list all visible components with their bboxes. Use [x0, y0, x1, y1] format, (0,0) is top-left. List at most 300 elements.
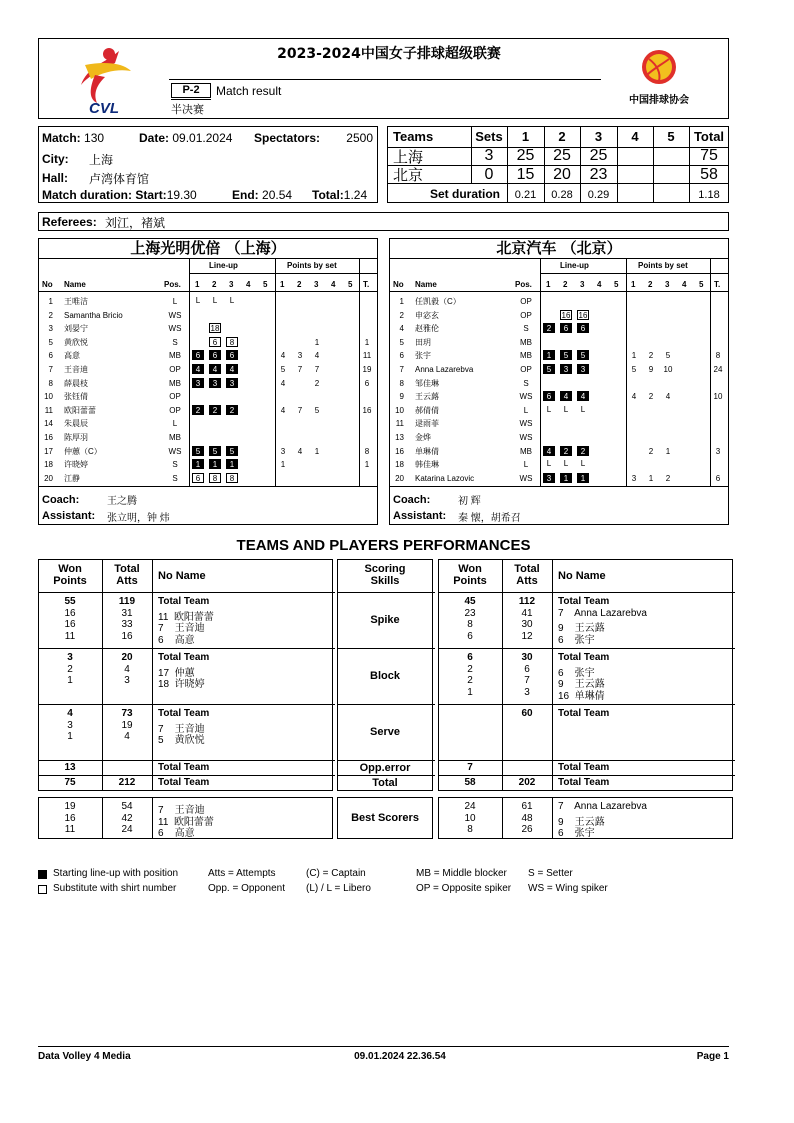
won-points: 2 [467, 663, 473, 675]
lineup-box: 3 [226, 378, 238, 388]
set-points: 1 [280, 460, 286, 470]
won-points: 45 [464, 596, 476, 607]
skill-name: Serve [370, 726, 400, 738]
lineup-set-header: 4 [597, 280, 602, 289]
score-head-set3: 3 [594, 129, 603, 144]
legend-opp: Opp. = Opponent [208, 883, 286, 894]
player-row [39, 295, 377, 308]
start-value: 19.30 [166, 188, 197, 202]
player-row [39, 309, 377, 322]
set-points: 5 [314, 405, 320, 415]
best-atts: 54 [121, 801, 133, 812]
left-perf-table [38, 559, 333, 791]
lineup-set-header: 2 [563, 280, 568, 289]
player-name: 赵雅伦 [415, 324, 439, 334]
player-total-points: 1 [364, 460, 370, 470]
total-atts: 7 [524, 675, 530, 686]
legend-captain: (C) = Captain [306, 868, 366, 879]
total-atts: 30 [521, 619, 533, 630]
lineup-box: 1 [543, 350, 555, 360]
legend-substitute: Substitute with shirt number [53, 883, 177, 894]
won-points: 3 [67, 719, 73, 731]
coach-name: 王之腾 [107, 496, 137, 507]
player-position: MB [520, 446, 532, 456]
won-points: 4 [67, 708, 73, 719]
player-row [39, 349, 377, 362]
player-row [390, 295, 728, 308]
no-name-header: No Name [158, 570, 206, 582]
lineup-header: Line-up [209, 261, 238, 270]
left-best-table [38, 797, 333, 839]
lineup-box: L [580, 404, 586, 414]
won-points: 6 [467, 630, 473, 642]
player-row [39, 472, 377, 485]
player-entry: 7 王音迪 [158, 723, 205, 735]
total-atts: 30 [521, 652, 533, 663]
player-position: MB [520, 351, 532, 361]
score-head-set5: 5 [667, 129, 675, 144]
set-points: 4 [665, 392, 671, 402]
substitute-square-icon [38, 885, 47, 894]
scoring-skills-header: Scoring Skills [364, 563, 406, 587]
legend-libero: (L) / L = Libero [306, 883, 371, 894]
duration-label: Match duration: [42, 188, 132, 202]
footer-center: 09.01.2024 22.36.54 [354, 1051, 446, 1062]
player-number: 2 [399, 310, 404, 320]
opp-error-label: Opp.error [359, 762, 411, 774]
best-atts: 42 [121, 812, 133, 824]
player-number: 8 [48, 378, 53, 388]
lineup-box: L [546, 459, 552, 469]
lineup-box: 8 [226, 473, 238, 483]
best-won: 24 [464, 801, 476, 812]
set-points: 2 [314, 378, 320, 388]
best-atts: 26 [521, 824, 533, 835]
lineup-box: 3 [192, 378, 204, 388]
total-atts: 31 [121, 607, 133, 619]
player-name: 张钰倩 [64, 392, 88, 402]
lineup-box: L [563, 459, 569, 469]
player-number: 8 [399, 378, 404, 388]
best-player: 7 Anna Lazarebva [558, 801, 647, 812]
team2-total: 58 [700, 166, 718, 183]
total-atts: 4 [124, 731, 130, 742]
lineup-box: 4 [209, 364, 221, 374]
lineup-set-header: 2 [212, 280, 217, 289]
lineup-box: 1 [226, 459, 238, 469]
total-right-atts: 202 [518, 777, 536, 788]
player-row [39, 390, 377, 403]
legend [38, 868, 738, 900]
player-row [39, 458, 377, 471]
coach-name: 初 辉 [458, 496, 481, 507]
player-position: S [172, 473, 178, 483]
player-position: S [523, 324, 529, 334]
player-total-points: 8 [364, 446, 370, 456]
player-name: 王唯洁 [64, 297, 88, 306]
player-number: 10 [44, 392, 53, 402]
lineup-box: 2 [226, 405, 238, 415]
total-team-label: Total Team [158, 596, 210, 607]
assistant-names: 秦 懐，胡希召 [458, 513, 521, 524]
set-points: 4 [280, 378, 286, 388]
player-total-points: 16 [362, 405, 372, 415]
set-points: 5 [665, 351, 671, 361]
player-total-points: 8 [715, 351, 721, 361]
lineup-box: 2 [192, 405, 204, 415]
player-position: WS [519, 392, 533, 402]
set-points: 1 [314, 337, 320, 347]
set2-duration: 0.28 [551, 189, 573, 201]
skill-name: Block [370, 670, 400, 682]
best-won: 10 [464, 812, 476, 824]
skill-name: Spike [370, 614, 400, 626]
total-team-label: Total Team [558, 652, 610, 663]
score-table [387, 126, 729, 203]
player-name: 黄欣悦 [64, 337, 88, 347]
coach-label: Coach: [42, 494, 80, 506]
player-number: 4 [399, 324, 404, 334]
lineup-box: 2 [209, 405, 221, 415]
set-points: 1 [631, 351, 637, 361]
total-atts: 4 [124, 663, 130, 675]
player-row [390, 445, 728, 458]
player-number: 13 [395, 433, 404, 442]
set-points: 2 [648, 446, 654, 456]
player-position: OP [169, 365, 181, 374]
best-atts: 24 [121, 824, 133, 835]
won-points: 16 [64, 619, 76, 630]
player-entry: 9 王云蕗 [558, 679, 605, 690]
total-left-atts: 212 [118, 777, 136, 788]
player-total-points: 6 [715, 473, 721, 483]
lineup-box: 2 [560, 446, 572, 456]
lineup-box: L [580, 459, 586, 469]
coach-label: Coach: [393, 494, 431, 506]
player-name: 朱晨辰 [64, 419, 88, 429]
total-atts: 6 [524, 663, 530, 675]
set-points: 2 [665, 473, 671, 483]
player-entry: 18 许晓婷 [158, 679, 205, 690]
points-set-header: 3 [314, 280, 319, 289]
player-name: 单琳倩 [415, 446, 439, 456]
player-entry: 6 张宇 [558, 634, 595, 646]
header-box [38, 38, 729, 119]
total-atts: 3 [124, 675, 130, 686]
player-position: OP [520, 310, 532, 320]
score-head-set1: 1 [521, 129, 530, 144]
player-position: WS [168, 446, 182, 456]
total-atts: 19 [121, 719, 133, 731]
team2-name: 北京 [393, 167, 424, 184]
player-row [390, 417, 728, 430]
player-name: 金烨 [415, 433, 431, 442]
player-position: WS [519, 473, 533, 483]
player-entry: 6 张宇 [558, 667, 595, 679]
player-row [390, 336, 728, 349]
lineup-box: 5 [543, 364, 555, 374]
team1-set2: 25 [553, 147, 571, 164]
player-number: 10 [395, 405, 404, 415]
start-label: Start: [135, 188, 167, 202]
player-row [39, 377, 377, 390]
stage: 半决赛 [171, 104, 204, 116]
player-name: 江静 [64, 473, 80, 483]
lineup-set-header: 3 [580, 280, 585, 289]
lineup-box: 1 [577, 473, 589, 483]
lineup-set-header: 1 [546, 280, 551, 289]
legend-mb: MB = Middle blocker [416, 868, 507, 879]
set-points: 3 [297, 351, 303, 361]
points-header: Points by set [638, 261, 688, 270]
lineup-set-header: 5 [263, 280, 268, 289]
lineup-box: 4 [226, 364, 238, 374]
lineup-box: 3 [560, 364, 572, 374]
lineup-box: 6 [209, 350, 221, 360]
lineup-set-header: 1 [195, 280, 200, 289]
lineup-box: 8 [209, 473, 221, 483]
points-set-header: 5 [348, 280, 353, 289]
best-player: 6 张宇 [558, 828, 595, 839]
points-set-header: 1 [631, 280, 636, 289]
player-entry: 7 王音迪 [158, 623, 205, 634]
points-set-header: 1 [280, 280, 285, 289]
player-name: Katarina Lazovic [415, 473, 475, 483]
set1-duration: 0.21 [514, 189, 537, 201]
lineup-box: 4 [543, 446, 555, 456]
player-name: 逯雨菲 [415, 419, 439, 429]
player-position: L [523, 405, 529, 415]
player-total-points: 3 [715, 446, 721, 456]
set-points: 1 [665, 446, 671, 456]
player-row [390, 404, 728, 417]
player-name: 高意 [64, 351, 80, 361]
player-number: 7 [399, 365, 404, 374]
won-points-header: Won Points [453, 563, 487, 587]
player-number: 20 [44, 473, 53, 483]
player-name: 刘晏宁 [64, 324, 88, 334]
best-won: 16 [64, 812, 76, 824]
lineup-set-header: 5 [614, 280, 619, 289]
cvl-logo-text: CVL [89, 100, 119, 115]
player-position: L [172, 297, 178, 306]
lineup-box: 5 [192, 446, 204, 456]
lineup-box: L [563, 404, 569, 414]
player-name: 王音迪 [64, 365, 88, 374]
lineup-box: 2 [543, 323, 555, 333]
player-row [39, 404, 377, 417]
match-label: Match: [42, 131, 81, 145]
lineup-set-header: 3 [229, 280, 234, 289]
player-number: 5 [399, 337, 404, 347]
player-number: 2 [48, 310, 53, 320]
player-position: MB [169, 378, 181, 388]
total-atts: 3 [524, 686, 530, 698]
player-row [390, 309, 728, 322]
player-position: L [172, 419, 178, 429]
total-team-label: Total Team [558, 708, 610, 719]
total-atts: 20 [121, 652, 133, 663]
total-atts: 16 [121, 630, 133, 642]
total-atts: 41 [521, 607, 533, 619]
lineup-box: L [229, 296, 235, 305]
player-row [390, 472, 728, 485]
player-name: 仲蕙（C） [64, 446, 102, 456]
set-points: 1 [648, 473, 654, 483]
player-entry: 7 Anna Lazarebva [558, 607, 647, 619]
total-atts: 12 [521, 630, 533, 642]
total-right-won: 58 [464, 777, 476, 788]
no-header: No [393, 280, 404, 289]
opp-error-left-name: Total Team [158, 762, 210, 773]
right-perf-table [438, 559, 733, 791]
best-player: 6 高意 [158, 828, 195, 839]
player-row [39, 322, 377, 335]
score-head-sets: Sets [475, 129, 503, 144]
opp-error-left: 13 [64, 762, 76, 773]
team-title: 北京汽车 （北京） [496, 239, 622, 257]
lineup-box: 5 [560, 350, 572, 360]
set3-duration: 0.29 [587, 189, 610, 201]
date-label: Date: [139, 131, 170, 145]
footer-right: Page 1 [696, 1051, 729, 1062]
player-name: Samantha Bricio [64, 310, 123, 320]
best-atts: 61 [521, 801, 533, 812]
lineup-box: 1 [192, 459, 204, 469]
name-header: Name [64, 280, 86, 289]
set-points: 9 [648, 365, 654, 374]
lineup-box: 4 [192, 364, 204, 374]
doc-title: 2023-2024中国女子排球超级联赛 [277, 46, 501, 62]
player-row [39, 417, 377, 430]
points-header: Points by set [287, 261, 337, 270]
player-number: 18 [44, 460, 53, 470]
set-points: 10 [663, 365, 673, 374]
right-best-table [438, 797, 733, 839]
team1-sets: 3 [484, 147, 494, 164]
won-points: 16 [64, 607, 76, 619]
player-position: S [172, 460, 178, 470]
lineup-box: 6 [209, 337, 221, 347]
lineup-box: 3 [543, 473, 555, 483]
won-points: 11 [64, 630, 76, 642]
player-number: 1 [48, 297, 53, 306]
total-team-label: Total Team [558, 596, 610, 607]
score-head-set2: 2 [558, 129, 566, 144]
best-player: 7 王音迪 [158, 805, 205, 816]
player-position: WS [168, 324, 182, 334]
set-points: 4 [297, 446, 303, 456]
player-name: 张宇 [415, 351, 431, 361]
set-points: 7 [297, 365, 303, 374]
set-points: 1 [314, 446, 320, 456]
total-atts: 73 [121, 708, 133, 719]
team1-set1: 25 [516, 147, 535, 164]
total-header: T. [714, 280, 721, 289]
lineup-box: 2 [577, 446, 589, 456]
player-position: WS [519, 419, 533, 429]
total-team-label: Total Team [158, 708, 210, 719]
player-number: 9 [399, 392, 404, 402]
total-atts-header: Total Atts [514, 563, 540, 587]
doc-code: P-2 [171, 83, 211, 98]
away-roster [389, 238, 729, 525]
lineup-box: 1 [560, 473, 572, 483]
player-total-points: 19 [362, 365, 372, 374]
legend-op: OP = Opposite spiker [416, 883, 512, 894]
team1-name: 上海 [393, 149, 424, 166]
player-number: 17 [44, 446, 53, 456]
set-points: 4 [280, 351, 286, 361]
player-row [390, 363, 728, 376]
player-row [39, 363, 377, 376]
player-row [390, 431, 728, 444]
lineup-box: 8 [226, 337, 238, 347]
set-points: 5 [280, 365, 286, 374]
total-atts: 112 [518, 596, 536, 607]
total-atts-header: Total Atts [114, 563, 140, 587]
pos-header: Pos. [515, 280, 532, 289]
lineup-box: 6 [226, 350, 238, 360]
spectators-label: Spectators: [254, 131, 321, 145]
player-entry: 11 欧阳蕾蕾 [158, 611, 214, 623]
player-total-points: 1 [364, 337, 370, 347]
match-info-box [38, 126, 378, 203]
player-number: 6 [48, 351, 53, 361]
starting-square-icon [38, 870, 47, 879]
player-number: 1 [399, 297, 404, 306]
player-entry: 6 高意 [158, 634, 195, 646]
player-entry: 17 仲蕙 [158, 667, 195, 679]
player-entry: 5 黄欣悦 [158, 735, 205, 746]
player-position: MB [169, 433, 181, 442]
points-set-header: 5 [699, 280, 704, 289]
lineup-box: L [195, 296, 201, 305]
won-points: 1 [67, 731, 73, 742]
legend-s: S = Setter [528, 868, 573, 879]
set-points: 4 [314, 351, 320, 361]
total-atts: 119 [118, 596, 136, 607]
assistant-names: 张立明，钟 炜 [107, 513, 170, 524]
lineup-box: 4 [577, 391, 589, 401]
name-header: Name [415, 280, 437, 289]
set-points: 4 [280, 405, 286, 415]
player-row [39, 336, 377, 349]
best-won: 8 [467, 824, 473, 835]
player-total-points: 11 [362, 351, 372, 361]
won-points: 8 [467, 619, 473, 630]
player-number: 5 [48, 337, 53, 347]
player-position: WS [519, 433, 533, 442]
referees-box [38, 212, 729, 231]
player-number: 16 [44, 433, 53, 442]
opp-error-right: 7 [467, 762, 473, 773]
player-total-points: 10 [713, 392, 723, 402]
player-row [39, 445, 377, 458]
won-points: 6 [467, 652, 473, 663]
total-left-name: Total Team [158, 777, 210, 788]
team-title: 上海光明优倍 （上海） [130, 239, 286, 257]
lineup-box: L [546, 404, 552, 414]
cvf-logo [627, 45, 697, 115]
score-head-teams: Teams [393, 129, 434, 144]
best-label-box [337, 797, 433, 839]
player-total-points: 24 [713, 365, 723, 374]
player-number: 3 [48, 324, 53, 334]
footer-left: Data Volley 4 Media [38, 1051, 131, 1062]
lineup-box: 5 [209, 446, 221, 456]
home-roster [38, 238, 378, 525]
